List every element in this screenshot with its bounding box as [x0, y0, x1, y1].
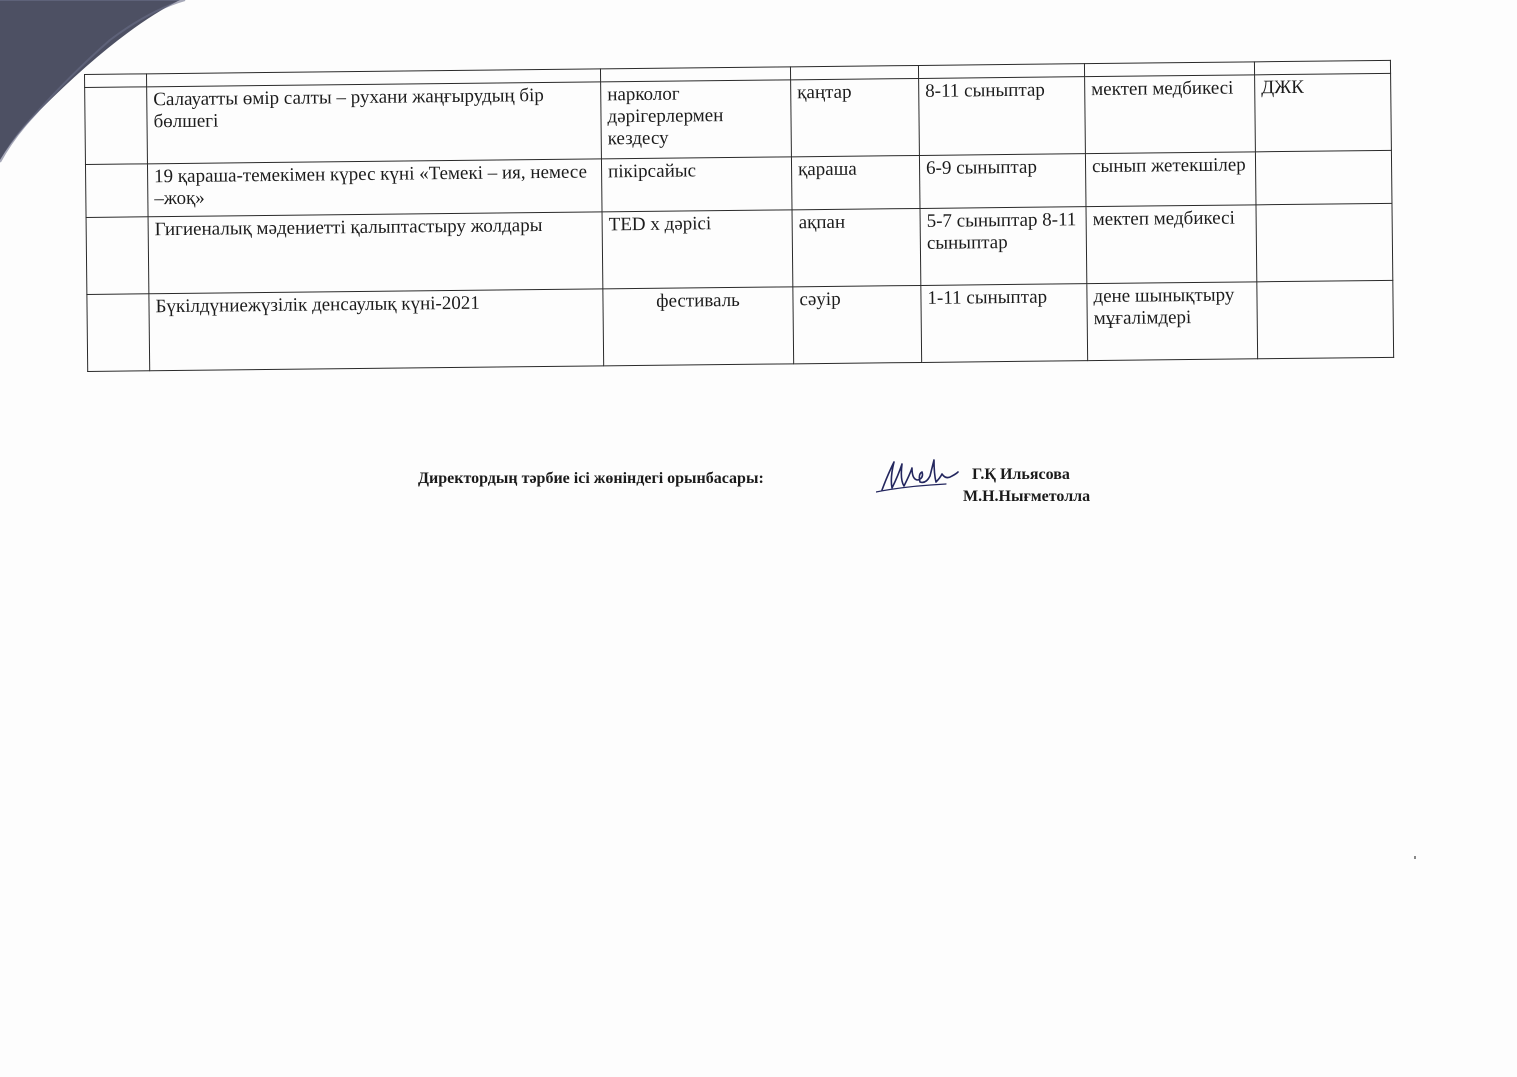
form-cell: пікірсайыс: [601, 157, 792, 212]
note-cell: ДЖК: [1255, 73, 1392, 151]
signature-block: [418, 454, 1138, 514]
note-cell: [1255, 150, 1392, 204]
table-row: [86, 203, 1393, 294]
signatory-name-secondary: М.Н.Нығметолла: [963, 488, 1091, 505]
date-cell: сәуір: [793, 285, 922, 363]
row-number-cell: [85, 164, 148, 218]
responsible-cell: сынып жетекшілер: [1085, 152, 1256, 207]
note-cell: [1256, 203, 1393, 281]
note-cell: [1257, 280, 1394, 358]
form-cell: фестиваль: [603, 287, 794, 366]
audience-cell: 5-7 сыныптар 8-11 сыныптар: [920, 207, 1087, 286]
table-row: [87, 280, 1394, 371]
date-cell: ақпан: [792, 208, 921, 286]
date-cell: қаңтар: [791, 78, 920, 156]
paper-speck: [1414, 856, 1416, 859]
plan-table: [84, 60, 1394, 372]
event-cell: Бүкілдүниежүзілік денсаулық күні-2021: [149, 289, 604, 371]
row-number-cell: [87, 294, 150, 372]
row-number-cell: [85, 87, 148, 165]
responsible-cell: мектеп медбикесі: [1085, 75, 1256, 154]
header-cell: [85, 74, 147, 88]
form-cell: нарколог дәрігерлермен кездесу: [601, 80, 792, 159]
audience-cell: 6-9 сыныптар: [919, 154, 1086, 209]
responsible-cell: мектеп медбикесі: [1086, 205, 1257, 284]
audience-cell: 8-11 сыныптар: [919, 77, 1086, 156]
event-cell: Салауатты өмір салты – рухани жаңғырудың бір бөлшегі: [147, 82, 602, 164]
date-cell: қараша: [791, 155, 920, 209]
audience-cell: 1-11 сыныптар: [921, 284, 1088, 363]
row-number-cell: [86, 217, 149, 295]
responsible-cell: дене шынықтыру мұғалімдері: [1087, 282, 1258, 361]
event-cell: Гигиеналық мәдениетті қалыптастыру жолдары: [148, 212, 603, 294]
signatory-name-primary: Г.Қ Ильясова: [972, 466, 1070, 483]
event-cell: 19 қараша-темекімен күрес күні «Темекі – ия, немесе –жоқ»: [147, 159, 602, 217]
signatory-position: Директордың тәрбие ісі жөніндегі орынбасары:: [418, 470, 764, 487]
plan-table-container: [84, 60, 1393, 372]
form-cell: TED x дәрісі: [602, 210, 793, 289]
table-row: [85, 73, 1392, 164]
handwritten-signature: [876, 454, 960, 496]
